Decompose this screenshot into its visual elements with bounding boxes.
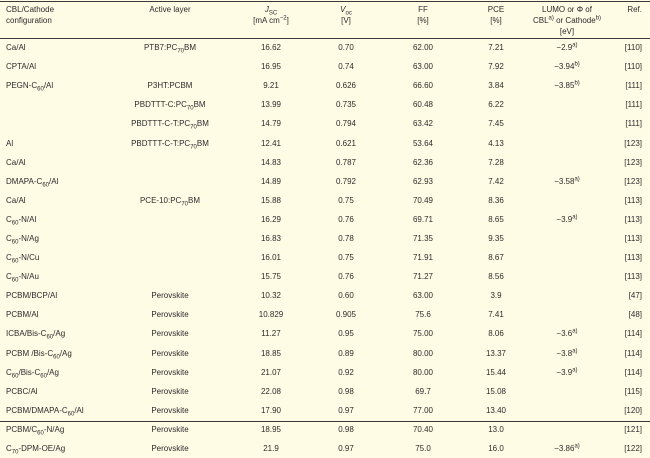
table-row [0,248,650,267]
cell-voc: 0.76 [338,214,354,224]
cell-jsc: 15.88 [260,195,282,205]
cell-ff: 60.48 [412,100,434,110]
cell-cbl [0,95,108,114]
cell-active-layer [108,172,232,191]
cell-pce: 7.28 [488,157,504,167]
cell-lumo [528,133,606,152]
cell-cbl: $C_{60}-N/Au$ [6,272,39,284]
cell-pce: 13.0 [488,424,504,434]
cell-jsc: 14.83 [260,157,282,167]
cell-ff: 63.00 [412,291,434,301]
cell-cbl: CPTA/Al [6,62,37,72]
cell-active-layer: Perovskite [151,444,189,454]
cell-voc: 0.98 [338,386,354,396]
cell-pce: 8.56 [488,272,504,282]
cell-pce: 8.36 [488,195,504,205]
cell-jsc: 16.83 [260,233,282,243]
table-row [0,286,650,305]
cell-active-layer [108,153,232,172]
cell-active-layer: $PTB7:PC_{70}BM$ [143,43,197,55]
cell-pce: 7.42 [488,176,504,186]
table-header-row [0,0,650,38]
header-lumo: LUMO or Φ of CBL$^{a)}$ or Cathode$^{b)}$ [eV] [532,5,602,36]
cell-voc: 0.98 [338,424,354,434]
cell-ff: 69.7 [415,386,431,396]
cell-ref: [113] [624,272,642,282]
cell-ff: 66.60 [412,81,434,91]
cell-lumo [528,267,606,286]
header-pce: PCE [%] [487,5,505,25]
cell-pce: 13.40 [485,405,507,415]
cell-ref: [111] [625,119,642,129]
table-row [0,267,650,286]
cell-cbl: $C_{70}-DPM-OE/Ag$ [6,444,66,456]
cell-active-layer [108,229,232,248]
cell-ff: 75.00 [412,329,434,339]
cell-cbl [0,114,108,133]
cell-cbl: $C_{60}-N/Al$ [6,214,37,227]
cell-jsc: 22.08 [260,386,282,396]
cell-lumo: $-3.8^{a)}$ [556,347,578,358]
cell-jsc: 9.21 [263,81,279,91]
cell-cbl: $C_{60}-N/Ag$ [6,233,39,246]
cell-ref: [121] [624,424,642,434]
cell-jsc: 21.9 [263,444,279,454]
table-row [0,401,650,420]
cell-ff: 70.40 [412,424,434,434]
cell-ff: 71.91 [412,253,434,263]
cell-active-layer: PCE-$10:PC_{70}BM$ [139,195,201,208]
table-row [0,133,650,152]
cell-voc: 0.735 [335,100,357,110]
cell-jsc: 18.95 [260,424,282,434]
cell-cbl: Al [6,138,14,148]
cell-ff: 63.00 [412,62,434,72]
cell-lumo: $-3.58^{a)}$ [554,176,580,186]
cell-pce: 8.06 [488,329,504,339]
cell-pce: 16.0 [488,444,504,454]
table-row [0,95,650,114]
table-row [0,344,650,363]
cell-cbl: PEGN-$C_{60}/Al$ [6,81,54,93]
cell-jsc: 10.32 [260,291,282,301]
cell-lumo: $-3.9^{a)}$ [556,366,578,377]
cell-voc: 0.89 [338,348,354,358]
cell-active-layer [108,57,232,76]
cell-voc: 0.792 [335,176,357,186]
cell-ref: [47] [628,291,642,301]
cell-cbl: PCBM/$C_{60}-N/Ag$ [6,424,65,437]
cell-ref: [113] [624,233,642,243]
cell-active-layer: PBDTTT-$C-T:PC_{70}BM$ [131,138,209,151]
cell-lumo [528,420,606,439]
cell-jsc: 14.89 [260,176,282,186]
cell-voc: 0.74 [338,62,354,72]
table-row [0,439,650,458]
table-row [0,305,650,324]
cell-pce: 8.65 [488,214,504,224]
cell-ref: [114] [624,329,642,339]
cell-ref: [123] [624,157,642,167]
cell-voc: 0.905 [335,310,357,320]
table-row [0,420,650,439]
cell-ref: [111] [625,100,642,110]
header-active-layer: Active layer [149,5,191,14]
cell-pce: 15.44 [485,367,507,377]
cell-jsc: 11.27 [261,329,281,339]
cell-ff: 71.27 [412,272,434,282]
cell-ref: [114] [624,348,642,358]
cell-jsc: 14.79 [260,119,282,129]
header-jsc: $J_{SC}$ [mA $cm^{-2}$] [253,5,289,25]
cell-active-layer: Perovskite [151,348,189,358]
header-cbl: CBL/Cathode configuration [6,5,55,25]
cell-cbl: DMAPA-$C_{60}/Al$ [6,176,59,189]
cell-cbl: PCBM $/Bis-C_{60}/Ag$ [6,348,72,361]
cell-jsc: 16.01 [260,253,282,263]
table-body [0,38,650,458]
cell-voc: 0.76 [338,272,354,282]
cell-pce: 7.41 [488,310,504,320]
table-row [0,229,650,248]
cell-lumo [528,286,606,305]
cell-jsc: 16.62 [260,43,282,53]
header-voc: $V_{oc}$ [V] [340,5,352,25]
cell-lumo [528,229,606,248]
cell-cbl: $C_{60}-N/Cu$ [6,253,40,265]
header-ref: Ref. [627,5,642,14]
cell-ff: 69.71 [412,214,434,224]
cell-ref: [122] [624,444,642,454]
cell-jsc: 10.829 [258,310,284,320]
table-row [0,382,650,401]
cell-ff: 62.00 [412,43,434,53]
table-row [0,57,650,76]
cell-lumo [528,248,606,267]
cell-pce: 3.84 [488,81,504,91]
cell-voc: 0.92 [338,367,354,377]
cell-ref: [123] [624,138,642,148]
cell-ff: 70.49 [412,195,434,205]
cell-voc: 0.97 [338,444,354,454]
cell-voc: 0.70 [338,43,354,53]
cell-jsc: 16.95 [260,62,282,72]
cell-ff: 77.00 [412,405,434,415]
cell-cbl: PCBM/BCP/Al [6,291,58,301]
cell-ff: 62.36 [412,157,434,167]
cell-lumo [528,191,606,210]
cell-active-layer: Perovskite [151,329,189,339]
cell-ff: 75.6 [415,310,431,320]
header-ff: FF [%] [417,5,429,25]
table-row [0,324,650,343]
cell-jsc: 13.99 [260,100,282,110]
cell-voc: 0.97 [338,405,354,415]
cell-lumo [528,401,606,420]
cell-cbl: Ca/Al [6,43,26,53]
cell-cbl: ICBA/$Bis-C_{60}/Ag$ [6,329,66,342]
cell-active-layer: Perovskite [151,424,189,434]
cell-ff: 63.42 [412,119,434,129]
cell-ref: [120] [624,405,642,415]
cell-active-layer: Perovskite [151,386,189,396]
cell-voc: 0.794 [335,119,357,129]
table-row [0,38,650,57]
cell-active-layer [108,248,232,267]
cell-ff: 75.0 [415,444,431,454]
cell-voc: 0.621 [335,138,357,148]
cell-jsc: 15.75 [260,272,282,282]
cell-ref: [113] [624,195,642,205]
cell-jsc: 16.29 [260,214,282,224]
cell-pce: 3.9 [490,291,502,301]
cell-lumo: $-3.85^{b)}$ [554,80,580,91]
cell-voc: 0.787 [335,157,357,167]
cell-pce: 7.45 [488,119,504,129]
cell-active-layer: PBDTTT-$C-T:PC_{70}BM$ [131,119,209,132]
cell-voc: 0.95 [338,329,354,339]
cell-pce: 13.37 [485,348,507,358]
cell-ref: [113] [624,214,642,224]
cell-lumo [528,95,606,114]
cell-pce: 7.21 [488,43,504,53]
table-row [0,210,650,229]
cell-active-layer: Perovskite [151,367,189,377]
cell-lumo: $-3.86^{a)}$ [554,443,580,454]
cell-jsc: 12.41 [260,138,282,148]
cell-lumo [528,114,606,133]
table-row [0,172,650,191]
cell-ref: [110] [624,62,642,72]
cell-ff: 80.00 [412,348,434,358]
cell-active-layer: Perovskite [151,291,189,301]
cell-ref: [123] [624,176,642,186]
cell-ff: 62.93 [412,176,434,186]
cell-pce: 4.13 [488,138,504,148]
cell-voc: 0.75 [338,195,354,205]
cell-lumo: $-3.9^{a)}$ [556,214,578,224]
cell-voc: 0.60 [338,291,354,301]
cell-active-layer: P3HT:PCBM [147,81,193,91]
cell-voc: 0.78 [338,233,354,243]
cell-ref: [114] [624,367,642,377]
cell-ref: [111] [625,81,642,91]
cell-jsc: 21.07 [260,367,282,377]
table-row [0,153,650,172]
cell-pce: 15.08 [485,386,507,396]
cell-cbl: Ca/Al [6,195,26,205]
cell-ref: [113] [624,253,642,263]
cell-lumo: $-2.9^{a)}$ [556,42,578,53]
cell-voc: 0.75 [338,253,354,263]
cell-cbl: PCBC/Al [6,386,38,396]
cell-lumo [528,153,606,172]
cell-ref: [115] [624,386,642,396]
cell-ref: [110] [624,43,642,53]
cell-pce: 6.22 [488,100,504,110]
cell-cbl: PCBM/Al [6,310,39,320]
cell-voc: 0.626 [335,81,357,91]
cell-jsc: 18.85 [260,348,282,358]
table-row [0,191,650,210]
cell-jsc: 17.90 [260,405,282,415]
table-row [0,114,650,133]
cell-lumo: $-3.94^{b)}$ [554,61,580,72]
cell-pce: 9.35 [488,233,504,243]
cell-lumo [528,305,606,324]
cell-ff: 53.64 [412,138,434,148]
cell-active-layer: PBDTTT-$C:PC_{70}BM$ [134,100,206,112]
cell-active-layer [108,210,232,229]
cell-pce: 8.67 [488,253,504,263]
cell-ff: 71.35 [412,233,434,243]
cell-active-layer: Perovskite [151,405,189,415]
cell-ff: 80.00 [412,367,434,377]
table-row [0,363,650,382]
cell-active-layer: Perovskite [151,310,189,320]
cell-lumo [528,382,606,401]
cell-pce: 7.92 [488,62,504,72]
cell-cbl: PCBM/$DMAPA-C_{60}/Al$ [6,405,84,418]
cell-active-layer [108,267,232,286]
cell-lumo: $-3.6^{a)}$ [556,328,578,339]
cell-cbl: Ca/Al [6,157,26,167]
cell-cbl: $C_{60}/Bis-C_{60}/Ag$ [6,367,59,380]
table-row [0,76,650,95]
cell-ref: [48] [628,310,642,320]
